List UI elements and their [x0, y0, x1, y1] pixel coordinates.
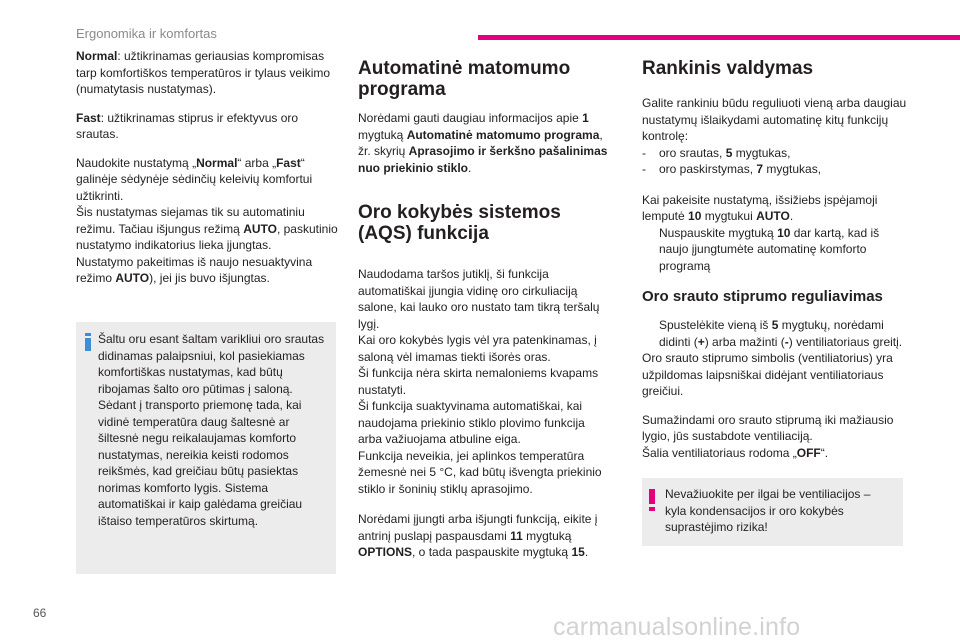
text-line	[76, 254, 342, 287]
text: ) ventiliatoriaus greitį.	[788, 334, 903, 349]
text: Norėdami gauti daugiau informacijos apie	[358, 111, 583, 125]
fast-paragraph	[76, 110, 342, 143]
text-line	[642, 445, 910, 462]
text-bold: Automatinė matomumo programa	[406, 127, 600, 142]
text-bold: 5	[725, 145, 733, 160]
section-title: Ergonomika ir komfortas	[76, 26, 217, 41]
text: Naudokite nustatymą „	[76, 155, 197, 170]
text: “ arba „	[237, 155, 277, 170]
text: Šis nustatymas siejamas tik su automatiniu režimu. Tačiau išjungus režimą	[76, 205, 305, 236]
text-bold: Aprasojimo ir šerkšno pašalinimas nuo priekinio stiklo	[358, 144, 608, 175]
text: Spustelėkite vieną iš	[659, 318, 772, 332]
text-bold: -	[784, 334, 789, 349]
auto-visibility-paragraph	[358, 110, 610, 176]
manual-heading: Rankinis valdymas	[642, 58, 814, 79]
text: Kai pakeisite nustatymą, išsižiebs įspėjamoji lemputė	[642, 192, 878, 223]
fast-text: : užtikrinamas stiprus ir efektyvus oro srautas.	[76, 110, 299, 141]
dash-item-airflow	[642, 145, 910, 162]
text: oro srautas,	[659, 145, 726, 160]
aqs-line-2: Kai oro kokybės lygis vėl yra patenkinamas, į saloną vėl imamas tiekti išorės oras.	[358, 333, 597, 364]
text-line	[76, 204, 342, 254]
text: mygtuką	[522, 528, 572, 543]
info-icon	[84, 333, 92, 351]
text: Šalia ventiliatoriaus rodoma „	[642, 445, 797, 460]
text-bold: AUTO	[243, 221, 277, 236]
normal-text: : užtikrinamas geriausias kompromisas tarp komfortiškos temperatūros ir tylaus veikimo (numatytasis nustatymas).	[76, 49, 331, 96]
exclamation-icon	[648, 489, 656, 511]
text: .	[789, 209, 794, 223]
normal-paragraph	[76, 48, 342, 98]
text: dar kartą, kad iš naujo įjungtumėte automatinę komforto programą	[659, 225, 880, 273]
text-bold: AUTO	[756, 209, 790, 223]
text: mygtukas,	[732, 145, 791, 160]
info-note-text: Šaltu oru esant šaltam varikliui oro srautas didinamas palaipsniui, kol pasiekiamas komfortiškas nustatymas, kad būtų ribojamas šalto oro pūtimas į saloną. Sėdant į transporto priemonę tada, kai vidinė temperatūra daug šaltesnė ar šiltesnė negu reikalaujamas komforto nustatymas, nereikia keisti rodomos reikšmės, kad greičiau būtų pasiektas norimas komforto lygis. Sistema automatiškai ir kaip galėdama greičiau ištaiso temperatūros skirtumą.	[98, 332, 325, 528]
column-middle	[358, 48, 610, 573]
text-bold: 11	[510, 528, 523, 543]
dash-item-distribution	[642, 161, 910, 178]
text: “ galinėje sėdynėje sėdinčių keleivių komfortui užtikrinti.	[76, 155, 313, 203]
normal-term: Normal	[76, 49, 118, 63]
text-bold: AUTO	[115, 271, 150, 285]
bullet-item-auto	[642, 225, 910, 275]
text: Nuspauskite mygtuką	[659, 225, 778, 240]
text: Galite rankiniu būdu reguliuoti vieną arba daugiau nustatymų išlaikydami automatinę kitų funkcijų kontrolę:	[642, 96, 907, 143]
text-bold: Fast	[276, 155, 301, 170]
text: Oro srauto stiprumo simbolis (ventiliatorius) yra užpildomas laipsniškai didėjant ventiliatoriaus greičiui.	[642, 351, 893, 398]
text: , paskutinio nustatymo indikatorius lieka įjungtas.	[76, 221, 338, 252]
dash-marker: -	[642, 162, 646, 176]
aqs-line-3: Ši funkcija nėra skirta nemaloniems kvapams nustatyti.	[358, 366, 599, 397]
header-accent-bar	[478, 35, 960, 40]
text: mygtukų, norėdami didinti (	[659, 318, 884, 349]
text: Norėdami įjungti arba išjungti funkciją, eikite į antrinį puslapį paspausdami	[358, 512, 598, 543]
page-number: 66	[33, 606, 47, 620]
text: mygtukas,	[763, 162, 822, 176]
text-bold: Normal	[196, 155, 238, 170]
warning-note-text: Nevažiuokite per ilgai be ventiliacijos – kyla kondensacijos ir oro kokybės suprastėjimo rizika!	[665, 487, 871, 534]
text: .	[468, 160, 472, 175]
column-left	[76, 48, 342, 299]
text: oro paskirstymas,	[659, 162, 757, 176]
text-bold: OPTIONS	[358, 545, 413, 559]
watermark: carmanualsonline.info	[553, 613, 801, 641]
bullet-item-fan	[642, 317, 910, 350]
text: ), jei jis buvo išjungtas.	[149, 271, 270, 285]
aqs-heading: Oro kokybės sistemos (AQS) funkcija	[358, 202, 561, 244]
aqs-line-4: Ši funkcija suaktyvinama automatiškai, kai naudojama priekinio stiklo plovimo funkcija arba važiuojama atbuline eiga.	[358, 399, 585, 446]
text-bold: 15	[571, 545, 585, 559]
fan-off-paragraph	[642, 412, 910, 462]
text-bold: +	[697, 334, 705, 349]
fast-term: Fast	[76, 110, 101, 125]
text-bold: 5	[771, 318, 779, 332]
aqs-line-1: Naudodama taršos jutiklį, ši funkcija automatiškai įjungia vidinę oro cirkuliaciją salone, kai lauko oro nustato tam tikrą teršalų lygį.	[358, 267, 600, 331]
warning-light-paragraph	[642, 192, 910, 225]
aqs-paragraph	[358, 266, 610, 497]
text-bold: 7	[756, 162, 764, 176]
column-right	[642, 48, 910, 473]
text: Sumažindami oro srauto stiprumą iki mažiausio lygio, jūs sustabdote ventiliaciją.	[642, 412, 894, 443]
airflow-heading: Oro srauto stiprumo reguliavimas	[642, 288, 883, 305]
text: mygtukui	[701, 209, 757, 223]
auto-visibility-heading: Automatinė matomumo programa	[358, 58, 571, 100]
text: , o tada paspauskite mygtuką	[412, 545, 572, 559]
text: .	[584, 545, 589, 559]
fan-symbol-paragraph	[642, 350, 910, 400]
text-bold: 10	[688, 209, 702, 223]
settings-paragraph	[76, 155, 342, 287]
text-bold: 1	[582, 111, 589, 125]
aqs-enable-paragraph	[358, 511, 610, 561]
text-bold: OFF	[796, 445, 821, 460]
text: Nustatymo pakeitimas iš naujo nesuaktyvina režimo	[76, 254, 313, 285]
dash-marker: -	[642, 145, 646, 160]
manual-intro	[642, 95, 910, 145]
aqs-line-5: Funkcija neveikia, jei aplinkos temperatūra žemesnė nei 5 °C, kad būtų išvengta priekinio stiklo ir šoninių stiklų aprasojimo.	[358, 448, 602, 496]
text: , žr. skyrių	[358, 127, 603, 158]
text: ) arba mažinti (	[704, 334, 785, 349]
text: “.	[820, 445, 829, 460]
text-bold: 10	[777, 225, 791, 240]
text: mygtuką	[358, 127, 407, 142]
